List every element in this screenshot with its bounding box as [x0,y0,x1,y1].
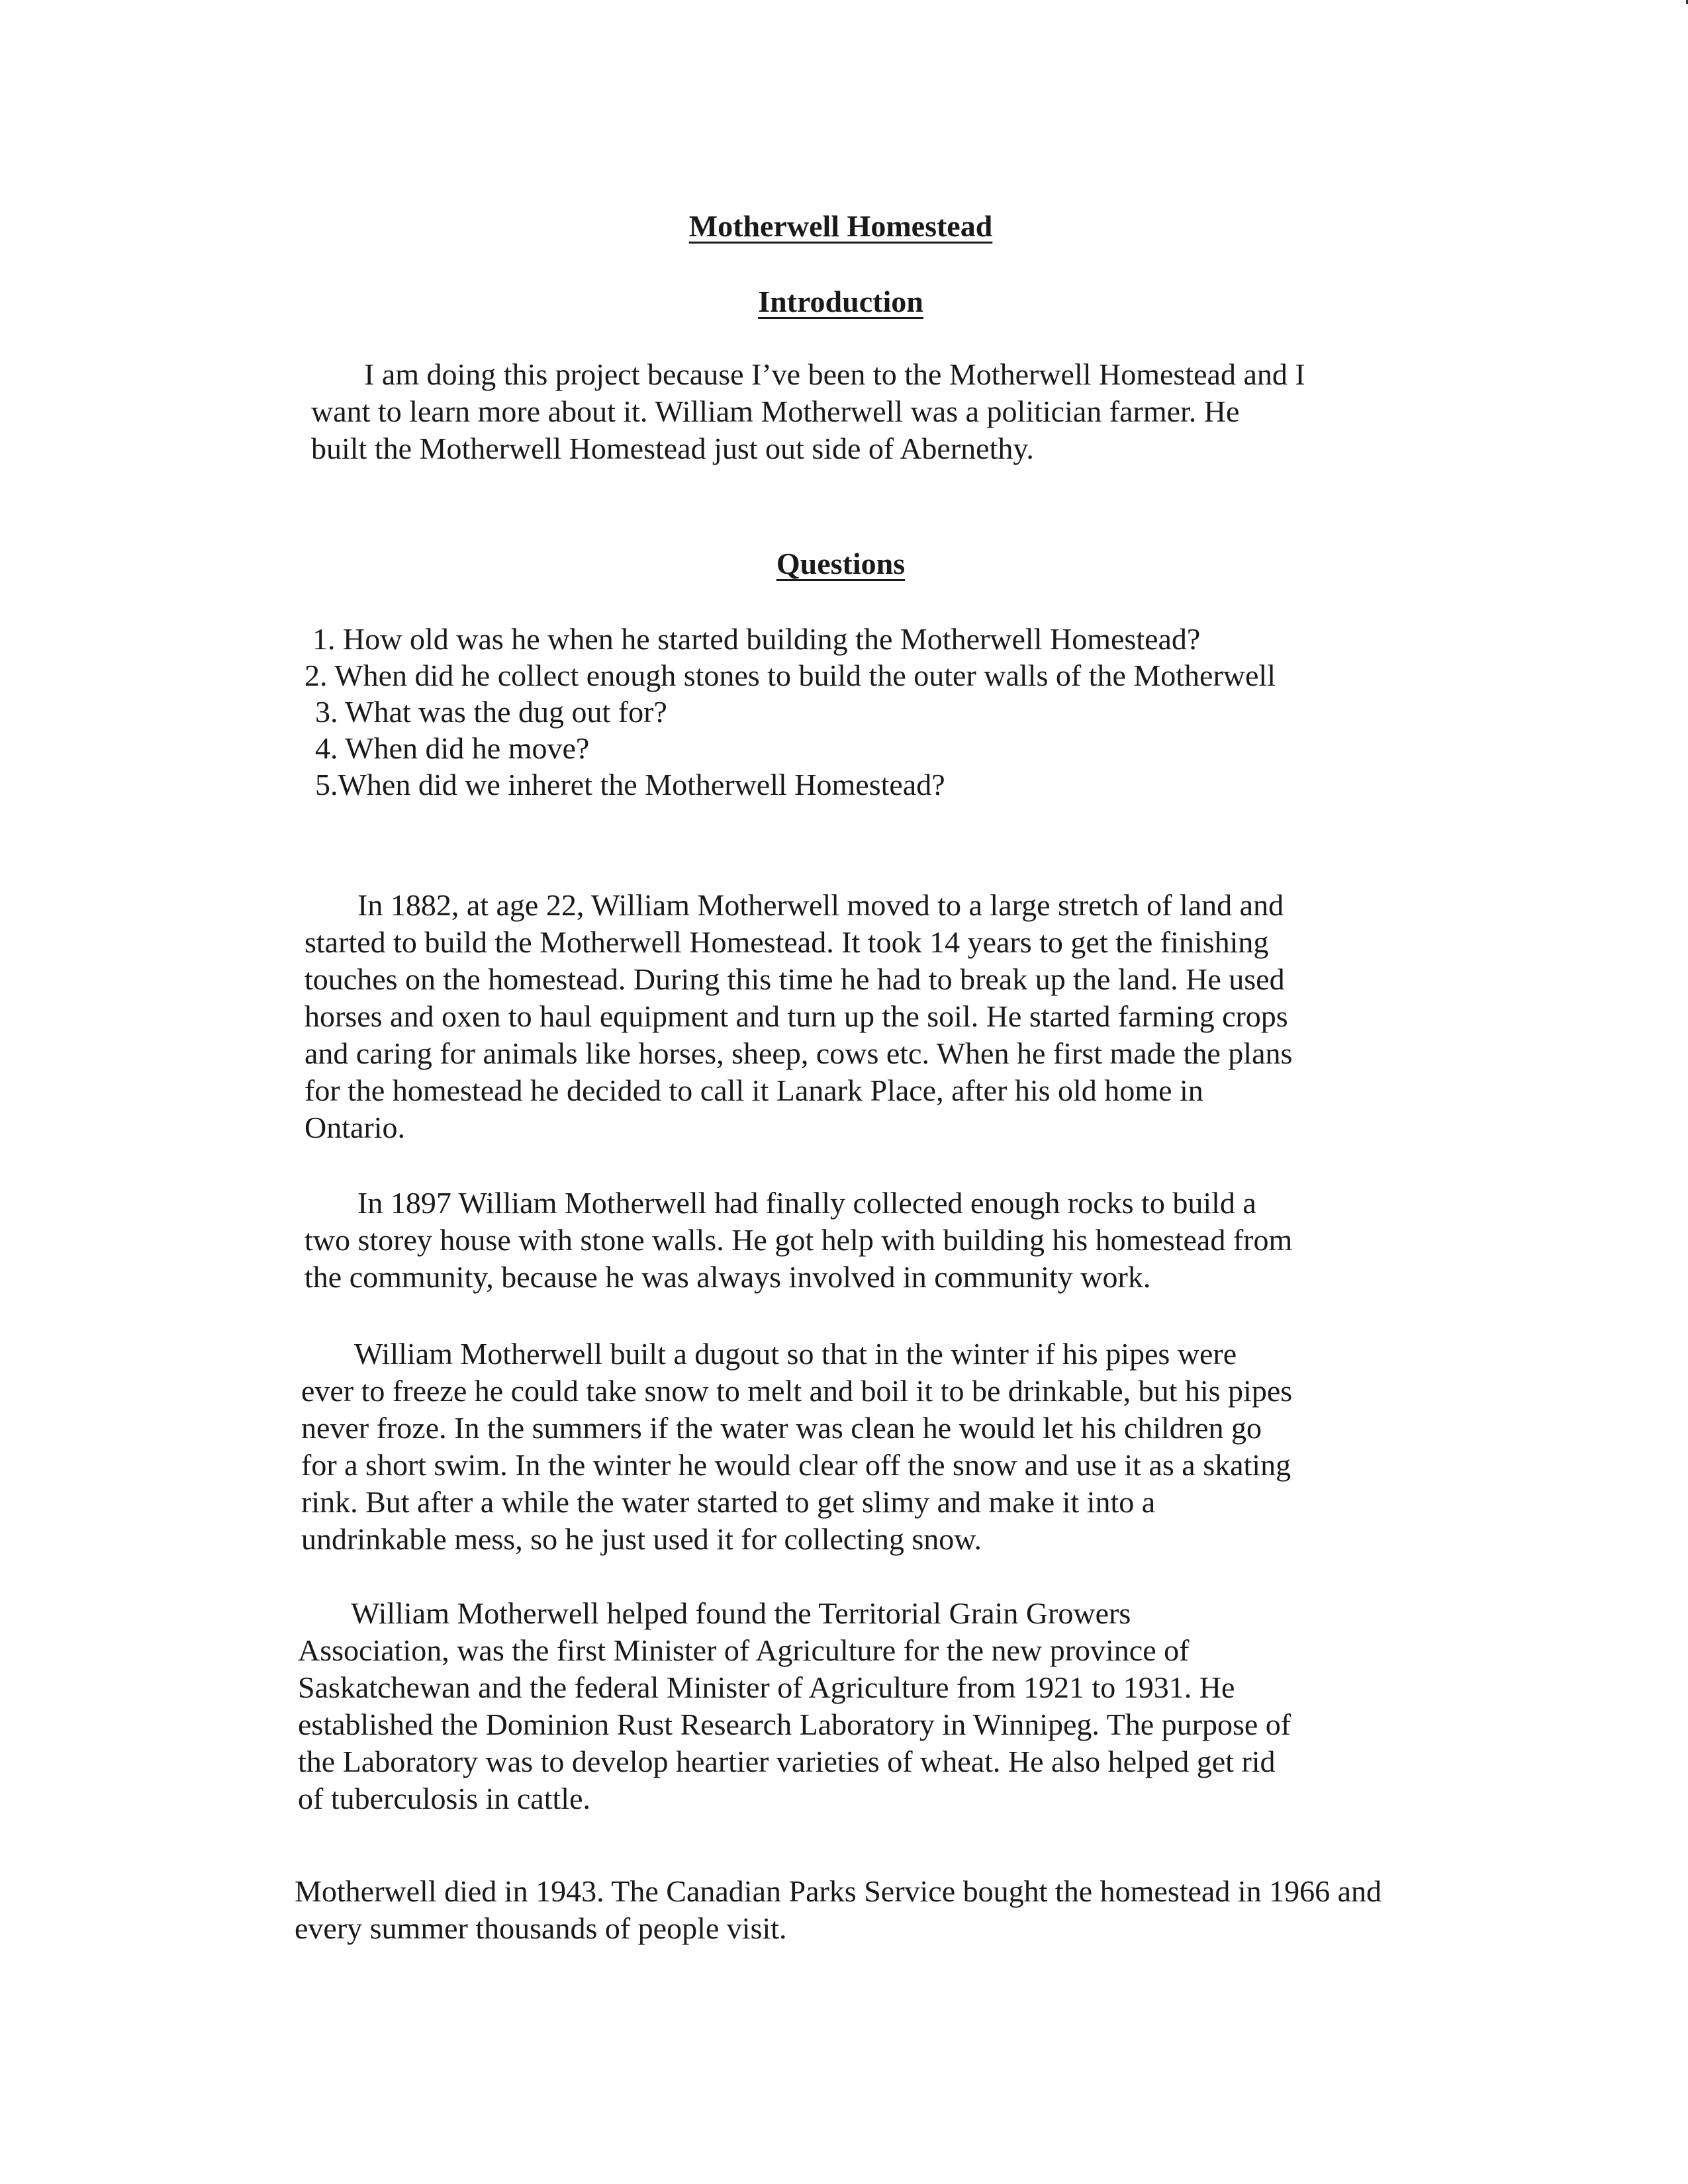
question-item: 2. When did he collect enough stones to build the outer walls of the Motherwell [305,659,1276,692]
page-title: Motherwell Homestead [688,209,993,243]
introduction-paragraph: I am doing this project because I’ve been to the Motherwell Homestead and I want to learn more about it. William Motherwell was a politician farmer. He built the Motherwell Homestead just out side of Abernethy. [311,357,1305,465]
question-item: 3. What was the dug out for? [315,695,667,729]
body-paragraph-legacy: Motherwell died in 1943. The Canadian Parks Service bought the homestead in 1966 and every summer thousands of people visit. [295,1874,1382,1945]
questions-heading: Questions [776,547,906,580]
body-paragraph-agriculture: William Motherwell helped found the Territorial Grain Growers Association, was the first Minister of Agriculture for the new province of Saskatchewan and the federal Minister of Agriculture from 1921 to 1931. He established the Dominion Rust Research Laboratory in Winnipeg. The purpose of the Laboratory was to develop heartier varieties of wheat. He also helped get rid of tuberculosis in cattle. [298,1596,1291,1815]
introduction-heading: Introduction [758,285,923,318]
question-item: 5.When did we inheret the Motherwell Homestead? [315,768,945,801]
question-item: 1. How old was he when he started building the Motherwell Homestead? [312,622,1201,656]
question-item: 4. When did he move? [315,731,590,765]
body-paragraph-homestead-start: In 1882, at age 22, William Motherwell moved to a large stretch of land and started to build the Motherwell Homestead. It took 14 years to get the finishing touches on the homestead. During this time he had to break up the land. He used horses and oxen to haul equipment and turn up the soil. He started farming crops and caring for animals like horses, sheep, cows etc. When he first made the plans for the homestead he decided to call it Lanark Place, after his old home in Ontario. [305,888,1293,1144]
body-paragraph-dugout: William Motherwell built a dugout so that in the winter if his pipes were ever to freeze he could take snow to melt and boil it to be drinkable, but his pipes never froze. In the summers if the water was clean he would let his children go for a short swim. In the winter he would clear off the snow and use it as a skating rink. But after a while the water started to get slimy and make it into a undrinkable mess, so he just used it for collecting snow. [301,1337,1293,1556]
body-paragraph-stone-house: In 1897 William Motherwell had finally collected enough rocks to build a two storey house with stone walls. He got help with building his homestead from the community, because he was always involved in community work. [305,1186,1293,1294]
question-list [305,621,1430,803]
